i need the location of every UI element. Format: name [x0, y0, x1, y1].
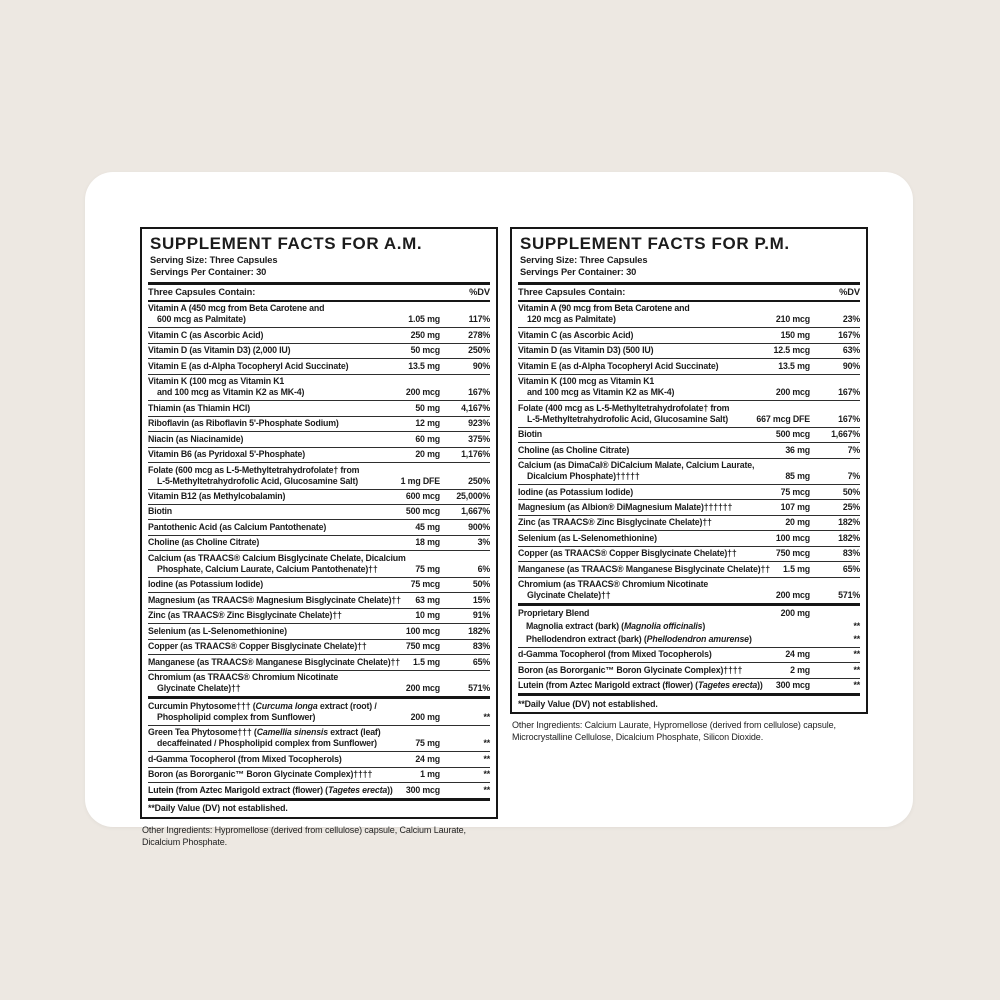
ingredient-text: Dicalcium Phosphate)†††††	[527, 471, 640, 482]
ingredient-text: d-Gamma Tocopherol (from Mixed Tocopherols)	[148, 753, 342, 764]
daily-value: 167%	[468, 387, 490, 398]
other-ingredients: Other Ingredients: Hypromellose (derived from cellulose) capsule, Calcium Laurate, Dicalcium Phosphate.	[142, 824, 466, 847]
amount-value: 2 mg	[790, 664, 810, 675]
amount-value: 13.5 mg	[408, 360, 440, 371]
table-row	[148, 608, 490, 623]
ingredient-text: Folate (600 mcg as L-5-Methyltetrahydrofolate† from	[148, 464, 360, 475]
daily-value: 250%	[468, 475, 490, 486]
amount-value: 50 mg	[415, 402, 440, 413]
table-row	[148, 504, 490, 519]
panel-title: SUPPLEMENT FACTS FOR A.M.	[150, 234, 423, 253]
amount-value: 45 mg	[415, 521, 440, 532]
amount-value: 750 mcg	[405, 641, 440, 652]
daily-value: 65%	[472, 656, 490, 667]
botanical-name: Tagetes erecta	[697, 680, 758, 691]
daily-value: 50%	[472, 579, 490, 590]
botanical-name: Curcuma longa	[255, 700, 318, 711]
columns-header	[518, 282, 860, 302]
table-row	[148, 550, 490, 576]
daily-value: 6%	[477, 563, 490, 574]
daily-value: 83%	[472, 641, 490, 652]
panel-title: SUPPLEMENT FACTS FOR P.M.	[520, 234, 790, 253]
daily-value: 90%	[472, 360, 490, 371]
contains-label: Three Capsules Contain:	[148, 287, 256, 298]
daily-value: 1,176%	[461, 449, 490, 460]
table-row	[148, 782, 490, 797]
botanical-name: Camellia sinensis	[256, 727, 328, 738]
daily-value: **	[483, 784, 490, 795]
ingredient-text: Boron (as Bororganic™ Boron Glycinate Complex)††††	[518, 664, 743, 675]
daily-value: 182%	[838, 517, 860, 528]
ingredient-text: Magnesium (as Albion® DiMagnesium Malate)††††††	[518, 501, 733, 512]
ingredient-text: Vitamin E (as d-Alpha Tocopheryl Acid Succinate)	[518, 360, 719, 371]
ingredient-text: Copper (as TRAACS® Copper Bisglycinate Chelate)††	[518, 548, 737, 559]
table-row	[518, 374, 860, 400]
ingredient-text: Biotin	[148, 506, 173, 517]
daily-value: 117%	[468, 314, 490, 325]
daily-value: 3%	[477, 537, 490, 548]
amount-value: 1 mg DFE	[400, 475, 440, 486]
ingredient-text: Vitamin D (as Vitamin D3) (500 IU)	[518, 345, 654, 356]
ingredient-text: Biotin	[518, 429, 543, 440]
amount-value: 1.5 mg	[783, 563, 810, 574]
ingredient-text: decaffeinated / Phospholipid complex from Sunflower)	[157, 738, 377, 749]
ingredient-text: Zinc (as TRAACS® Zinc Bisglycinate Chelate)††	[148, 610, 342, 621]
serving-size: Serving Size: Three Capsules	[150, 254, 278, 265]
ingredient-text: Boron (as Bororganic™ Boron Glycinate Complex)††††	[148, 769, 373, 780]
daily-value: 167%	[838, 387, 860, 398]
supplement-facts-table-pm	[510, 227, 868, 714]
amount-value: 100 mcg	[775, 532, 810, 543]
table-row	[518, 400, 860, 426]
ingredient-text: Iodine (as Potassium Iodide)	[148, 579, 264, 590]
daily-value: 182%	[468, 625, 490, 636]
ingredient-text: Iodine (as Potassium Iodide)	[518, 486, 634, 497]
amount-value: 750 mcg	[775, 548, 810, 559]
amount-value: 200 mg	[410, 711, 440, 722]
daily-value: 900%	[468, 521, 490, 532]
table-row	[148, 670, 490, 696]
daily-value: 25,000%	[456, 491, 490, 501]
botanical-name: Tagetes erecta	[327, 784, 388, 795]
table-row	[518, 442, 860, 457]
amount-value: 107 mg	[780, 501, 810, 512]
ingredient-text: Phospholipid complex from Sunflower)	[157, 711, 316, 722]
ingredient-text: Folate (400 mcg as L-5-Methyltetrahydrofolate† from	[518, 402, 730, 413]
amount-value: 250 mg	[410, 329, 440, 340]
table-row	[148, 302, 490, 327]
ingredient-text: L-5-Methyltetrahydrofolic Acid, Glucosamine Salt)	[157, 475, 359, 486]
ingredient-text: extract (root) /	[317, 700, 377, 711]
amount-value: 210 mcg	[775, 314, 810, 325]
daily-value: 4,167%	[461, 402, 490, 413]
ingredient-text: Zinc (as TRAACS® Zinc Bisglycinate Chelate)††	[518, 517, 712, 528]
ingredient-text: Riboflavin (as Riboflavin 5'-Phosphate Sodium)	[148, 418, 339, 429]
label-card	[85, 172, 913, 847]
ingredient-text: Phellodendron extract (bark) (	[526, 633, 647, 644]
daily-value: 571%	[468, 683, 490, 694]
amount-value: 85 mg	[785, 471, 810, 482]
amount-value: 75 mcg	[780, 486, 810, 497]
table-row	[148, 767, 490, 782]
daily-value: 7%	[847, 471, 860, 482]
table-row	[148, 358, 490, 373]
amount-value: 75 mg	[415, 738, 440, 749]
ingredient-rows	[142, 302, 496, 798]
table-row	[518, 662, 860, 677]
botanical-name: Magnolia officinalis	[623, 620, 703, 631]
contains-label: Three Capsules Contain:	[518, 287, 626, 298]
ingredient-text: Lutein (from Aztec Marigold extract (flower) (	[148, 784, 328, 795]
table-row	[148, 489, 490, 504]
ingredient-text: Selenium (as L-Selenomethionine)	[148, 625, 287, 636]
amount-value: 100 mcg	[405, 625, 440, 636]
ingredient-text: Glycinate Chelate)††	[157, 683, 241, 694]
ingredient-text: Vitamin B6 (as Pyridoxal 5'-Phosphate)	[148, 449, 306, 460]
amount-value: 667 mcg DFE	[756, 413, 810, 424]
panel-am	[140, 227, 498, 848]
ingredient-text: Vitamin K (100 mcg as Vitamin K1	[518, 376, 655, 387]
daily-value: **	[853, 680, 860, 691]
ingredient-text: Vitamin B12 (as Methylcobalamin)	[148, 491, 286, 501]
amount-value: 75 mg	[415, 563, 440, 574]
ingredient-text: Phosphate, Calcium Laurate, Calcium Pantothenate)††	[157, 563, 378, 574]
ingredient-text: ))	[757, 680, 763, 691]
table-row	[148, 623, 490, 638]
ingredient-name	[518, 621, 860, 632]
table-row	[518, 647, 860, 662]
serving-size: Serving Size: Three Capsules	[520, 254, 648, 265]
ingredient-text: Magnolia extract (bark) (	[526, 620, 624, 631]
table-row	[148, 462, 490, 488]
amount-value: 50 mcg	[410, 345, 440, 356]
ingredient-text: Copper (as TRAACS® Copper Bisglycinate Chelate)††	[148, 641, 367, 652]
table-row	[148, 343, 490, 358]
table-row	[518, 621, 860, 634]
daily-value: 83%	[842, 548, 860, 559]
ingredient-text: Pantothenic Acid (as Calcium Pantothenate)	[148, 521, 327, 532]
servings-per-container: Servings Per Container: 30	[520, 266, 637, 277]
table-row	[148, 374, 490, 400]
ingredient-text: Green Tea Phytosome††† (	[148, 727, 257, 738]
daily-value: 63%	[842, 345, 860, 356]
table-row	[518, 515, 860, 530]
ingredient-text: )	[702, 620, 706, 631]
amount-value: 12 mg	[415, 418, 440, 429]
ingredient-text: Chromium (as TRAACS® Chromium Nicotinate	[518, 579, 709, 590]
ingredient-text: extract (leaf)	[327, 727, 381, 738]
table-row	[518, 343, 860, 358]
amount-value: 200 mcg	[405, 387, 440, 398]
ingredient-text: Lutein (from Aztec Marigold extract (flower) (	[518, 680, 698, 691]
amount-value: 75 mcg	[410, 579, 440, 590]
daily-value: **	[853, 620, 860, 631]
amount-value: 20 mg	[785, 517, 810, 528]
table-row	[518, 678, 860, 693]
amount-value: 1.5 mg	[413, 656, 440, 667]
amount-value: 150 mg	[780, 329, 810, 340]
ingredient-text: Choline (as Choline Citrate)	[148, 537, 260, 548]
ingredient-text: Proprietary Blend	[518, 607, 590, 618]
amount-value: 200 mcg	[775, 590, 810, 601]
daily-value: 1,667%	[461, 506, 490, 517]
table-row	[148, 535, 490, 550]
table-row	[518, 634, 860, 647]
amount-value: 20 mg	[415, 449, 440, 460]
daily-value: 23%	[842, 314, 860, 325]
ingredient-text: and 100 mcg as Vitamin K2 as MK-4)	[157, 387, 305, 398]
daily-value: **	[853, 649, 860, 660]
daily-value: 167%	[838, 413, 860, 424]
dv-footnote: **Daily Value (DV) not established.	[518, 693, 860, 712]
amount-value: 1.05 mg	[408, 314, 440, 325]
amount-value: 36 mg	[785, 444, 810, 455]
daily-value: 167%	[838, 329, 860, 340]
amount-value: 600 mcg	[405, 491, 440, 501]
ingredient-text: Manganese (as TRAACS® Manganese Bisglycinate Chelate)††	[518, 563, 770, 574]
daily-value: 91%	[472, 610, 490, 621]
ingredient-name	[518, 634, 860, 645]
dv-label: %DV	[839, 287, 860, 298]
daily-value: 15%	[472, 594, 490, 605]
amount-value: 60 mg	[415, 433, 440, 444]
ingredient-text: Selenium (as L-Selenomethionine)	[518, 532, 657, 543]
amount-value: 13.5 mg	[778, 360, 810, 371]
table-row	[148, 725, 490, 751]
ingredient-text: ))	[387, 784, 393, 795]
amount-value: 300 mcg	[775, 680, 810, 691]
table-row	[518, 358, 860, 373]
amount-value: 1 mg	[420, 769, 440, 780]
daily-value: 7%	[847, 444, 860, 455]
columns-header	[148, 282, 490, 302]
ingredient-text: Chromium (as TRAACS® Chromium Nicotinate	[148, 672, 339, 683]
table-row	[148, 519, 490, 534]
daily-value: 182%	[838, 532, 860, 543]
ingredient-text: Niacin (as Niacinamide)	[148, 433, 244, 444]
ingredient-text: Glycinate Chelate)††	[527, 590, 611, 601]
daily-value: 90%	[842, 360, 860, 371]
amount-value: 63 mg	[415, 594, 440, 605]
daily-value: **	[853, 633, 860, 644]
daily-value: **	[483, 711, 490, 722]
ingredient-text: and 100 mcg as Vitamin K2 as MK-4)	[527, 387, 675, 398]
table-row	[148, 400, 490, 415]
table-row	[518, 499, 860, 514]
ingredient-text: Vitamin D (as Vitamin D3) (2,000 IU)	[148, 345, 291, 356]
table-row	[148, 751, 490, 766]
table-row	[148, 639, 490, 654]
amount-value: 200 mg	[780, 607, 810, 618]
table-row	[518, 561, 860, 576]
table-row	[518, 427, 860, 442]
panel-head	[512, 229, 866, 282]
daily-value: 278%	[468, 329, 490, 340]
other-ingredients: Other Ingredients: Calcium Laurate, Hypromellose (derived from cellulose) capsule, Microcrystalline Cellulose, Dicalcium Phosphate, Silicon Dioxide.	[512, 720, 836, 743]
table-row	[148, 416, 490, 431]
table-row	[148, 696, 490, 724]
ingredient-text: Calcium (as DimaCal® DiCalcium Malate, Calcium Laurate,	[518, 460, 755, 471]
panel-head	[142, 229, 496, 282]
ingredient-text: 120 mcg as Palmitate)	[527, 314, 616, 325]
ingredient-text: d-Gamma Tocopherol (from Mixed Tocopherols)	[518, 649, 712, 660]
ingredient-text: Magnesium (as TRAACS® Magnesium Bisglycinate Chelate)††	[148, 594, 401, 605]
ingredient-rows	[512, 302, 866, 694]
table-row	[518, 603, 860, 620]
table-row	[518, 530, 860, 545]
table-row	[518, 484, 860, 499]
ingredient-text: 600 mcg as Palmitate)	[157, 314, 246, 325]
daily-value: 375%	[468, 433, 490, 444]
table-row	[518, 577, 860, 603]
ingredient-text: Vitamin C (as Ascorbic Acid)	[518, 329, 634, 340]
daily-value: **	[483, 738, 490, 749]
table-row	[518, 546, 860, 561]
table-row	[148, 577, 490, 592]
ingredient-text: )	[748, 633, 752, 644]
table-row	[148, 327, 490, 342]
ingredient-text: Vitamin E (as d-Alpha Tocopheryl Acid Succinate)	[148, 360, 349, 371]
daily-value: 571%	[838, 590, 860, 601]
amount-value: 500 mcg	[405, 506, 440, 517]
table-row	[148, 654, 490, 669]
amount-value: 200 mcg	[405, 683, 440, 694]
supplement-facts-table-am	[140, 227, 498, 819]
amount-value: 24 mg	[785, 649, 810, 660]
ingredient-text: Vitamin C (as Ascorbic Acid)	[148, 329, 264, 340]
daily-value: 250%	[468, 345, 490, 356]
ingredient-text: Vitamin K (100 mcg as Vitamin K1	[148, 376, 285, 387]
amount-value: 18 mg	[415, 537, 440, 548]
daily-value: **	[483, 753, 490, 764]
ingredient-text: L-5-Methyltetrahydrofolic Acid, Glucosamine Salt)	[527, 413, 729, 424]
ingredient-text: Vitamin A (90 mcg from Beta Carotene and	[518, 303, 690, 314]
table-row	[518, 327, 860, 342]
amount-value: 10 mg	[415, 610, 440, 621]
ingredient-text: Vitamin A (450 mcg from Beta Carotene and	[148, 303, 325, 314]
table-row	[148, 447, 490, 462]
amount-value: 300 mcg	[405, 784, 440, 795]
dv-label: %DV	[469, 287, 490, 298]
table-row	[518, 458, 860, 484]
dv-footnote: **Daily Value (DV) not established.	[148, 798, 490, 817]
ingredient-text: Manganese (as TRAACS® Manganese Bisglycinate Chelate)††	[148, 656, 400, 667]
botanical-name: Phellodendron amurense	[646, 633, 749, 644]
table-row	[148, 592, 490, 607]
daily-value: 923%	[468, 418, 490, 429]
amount-value: 500 mcg	[775, 429, 810, 440]
amount-value: 24 mg	[415, 753, 440, 764]
daily-value: 1,667%	[831, 429, 860, 440]
daily-value: **	[483, 769, 490, 780]
daily-value: 25%	[842, 501, 860, 512]
servings-per-container: Servings Per Container: 30	[150, 266, 267, 277]
ingredient-text: Curcumin Phytosome††† (	[148, 700, 256, 711]
daily-value: 65%	[842, 563, 860, 574]
table-row	[148, 431, 490, 446]
amount-value: 12.5 mcg	[773, 345, 810, 356]
table-row	[518, 302, 860, 327]
ingredient-text: Choline (as Choline Citrate)	[518, 444, 630, 455]
ingredient-text: Calcium (as TRAACS® Calcium Bisglycinate Chelate, Dicalcium	[148, 552, 406, 563]
panel-pm	[510, 227, 868, 744]
amount-value: 200 mcg	[775, 387, 810, 398]
daily-value: 50%	[842, 486, 860, 497]
daily-value: **	[853, 664, 860, 675]
ingredient-text: Thiamin (as Thiamin HCl)	[148, 402, 250, 413]
